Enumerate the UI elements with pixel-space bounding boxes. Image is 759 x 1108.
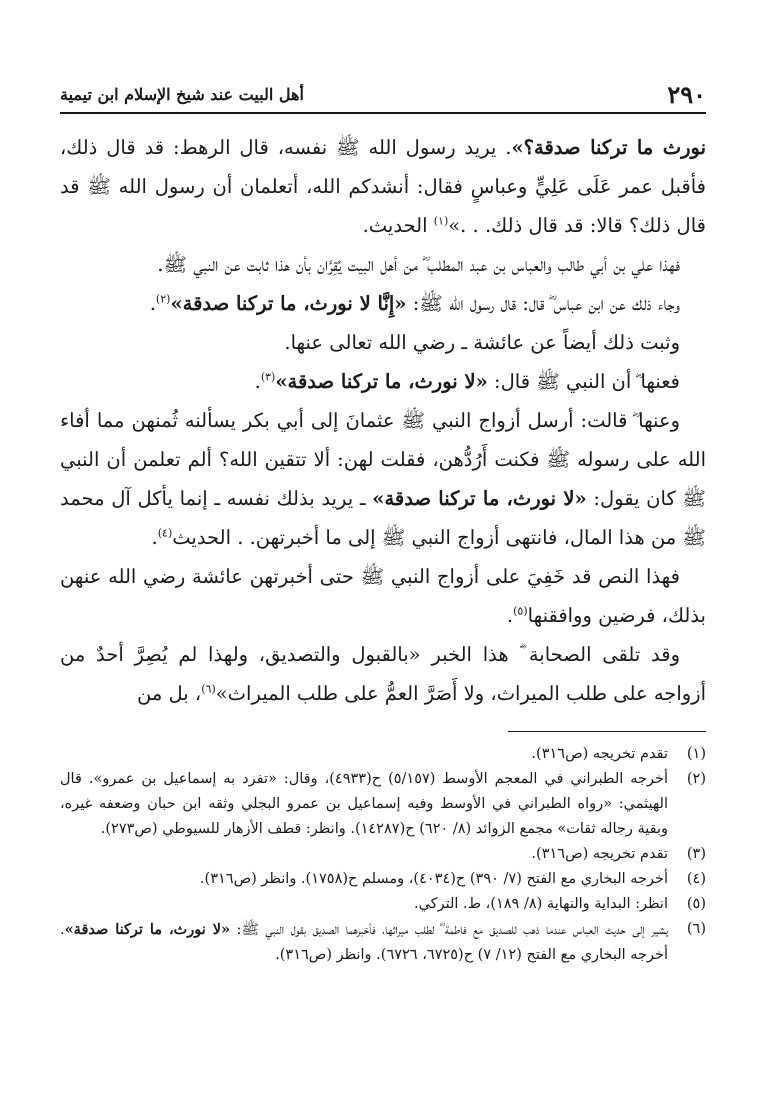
paragraph-text: ـ يريد بذلك نفسه ـ إنما يأكل آل محمد ﷺ من هذا المال، فانتهى أزواج النبي ﷺ إلى ما أخبرتهن. . الحديث xyxy=(60,487,706,549)
paragraph-text: . xyxy=(254,370,261,393)
footnote-text: أخرجه البخاري مع الفتح (٧/ ٣٩٠) ح(٤٠٣٤)، ومسلم ح(١٧٥٨). وانظر (ص٣١٦). xyxy=(199,871,668,887)
footnote-text: تقدم تخريجه (ص٣١٦). xyxy=(531,846,668,862)
footnote-text: انظر: البداية والنهاية (٨/ ١٨٩)، ط. التركي. xyxy=(413,896,668,912)
paragraph-text: . xyxy=(149,292,156,315)
paragraph-7 xyxy=(60,557,706,635)
footnote-number: (٢) xyxy=(686,771,706,787)
paragraph-6 xyxy=(60,401,706,557)
footnote-ref: (٦) xyxy=(201,682,216,696)
footnote-number: (٤) xyxy=(686,871,706,887)
paragraph-text: وعنها ؓ قالت: أرسل أزواج النبي ﷺ عثمانَ إلى أبي بكر يسألنه ثُمنهن مما أفاء الله على رسوله ﷺ فكنت أَرُدُّهن، فقلت لهن: ألا تتقين الله؟ ألم تعلمن أن النبي ﷺ كان يقول: xyxy=(60,409,706,510)
footnote-text-part: يشير إلى حديث العباس عندما ذهب للصديق مع فاطمة ؓ لطلب ميراثها، فأخبرهما الصديق بقول النبي ﷺ: xyxy=(230,922,668,938)
paragraph-1 xyxy=(60,128,706,245)
footnote-separator xyxy=(508,731,706,732)
quote-bold: «لا نورث، ما تركنا صدقة» xyxy=(372,487,587,510)
paragraph-text: . xyxy=(151,526,158,549)
paragraph-text: فعنها ؓ أن النبي ﷺ قال: xyxy=(487,370,680,393)
footnote xyxy=(60,767,706,842)
paragraph-5 xyxy=(60,362,706,401)
footnote-number: (٥) xyxy=(686,896,706,912)
footnote-ref: (٤) xyxy=(157,526,173,540)
footnote xyxy=(60,917,706,968)
footnote-ref: (٣) xyxy=(260,370,276,384)
running-title: أهل البيت عند شيخ الإسلام ابن تيمية xyxy=(60,84,304,104)
footnote xyxy=(60,742,706,767)
footnote-ref: (١) xyxy=(433,214,449,228)
quote-bold: «لا نورث، ما تركنا صدقة» xyxy=(64,921,231,938)
footnote-text: أخرجه الطبراني في المعجم الأوسط (٥/١٥٧) ح(٤٩٣٣)، وقال: «تفرد به إسماعيل بن عمرو». قال الهيثمي: «رواه الطبراني في الأوسط وفيه إسماعيل بن عمرو البجلي وثقه ابن حبان وضعفه غيره، وبقية رجاله ثقات» مجمع الزوائد (٨/ ٦٢٠) ح(١٤٢٨٧). وانظر: قطف الأزهار للسيوطي (ص٢٧٣). xyxy=(60,771,668,837)
paragraph-text: ، بل من xyxy=(137,682,202,705)
quote-bold: «إِنَّا لا نورث، ما تركنا صدقة» xyxy=(170,292,407,315)
paragraph-text: . xyxy=(506,604,514,627)
main-text xyxy=(60,128,706,713)
footnote-number: (٦) xyxy=(686,921,706,937)
paragraph-text: وجاء ذلك عن ابن عباس ؓ قال: قال رسول الله ﷺ: xyxy=(406,292,680,315)
paragraph-text: فهذا النص قد خَفِيَ على أزواج النبي ﷺ حتى أخبرتهن عائشة رضي الله عنهن بذلك، فرضين ووافقنها xyxy=(60,565,706,627)
footnote xyxy=(60,842,706,867)
page-number: ٢٩٠ xyxy=(667,79,706,109)
paragraph-3 xyxy=(60,284,706,323)
paragraph-4: وثبت ذلك أيضاً عن عائشة ـ رضي الله تعالى عنها. xyxy=(284,331,680,354)
page-header xyxy=(60,76,706,114)
footnote-ref: (٥) xyxy=(513,604,528,618)
footnote xyxy=(60,892,706,917)
paragraph-8 xyxy=(60,635,706,713)
paragraph-2: فهذا علي بن أبي طالب والعباس بن عبد المطلب ؓ من أهل البيت يُقِرَّان بأن هذا ثابت عن النبي ﷺ. xyxy=(157,253,680,276)
footnote-ref: (٢) xyxy=(155,292,171,306)
footnotes xyxy=(60,742,706,968)
paragraph-text: . يريد رسول الله ﷺ نفسه، قال الرهط: قد قال ذلك، فأقبل عمر عَلَى عَلِيٍّ وعباسٍ فقال: أنشدكم الله، أتعلمان أن رسول الله ﷺ قد قال ذلك؟ قالا: قد قال ذلك. . .» xyxy=(60,136,706,237)
footnote-text xyxy=(60,917,668,968)
footnote-text-part: . أخرجه البخاري مع الفتح (١٢/ ٧) ح(٦٧٢٥، ٦٧٢٦). وانظر (ص٣١٦). xyxy=(60,922,668,963)
book-page xyxy=(60,76,706,968)
footnote xyxy=(60,867,706,892)
quote-bold: «لا نورث، ما تركنا صدقة» xyxy=(275,370,488,393)
paragraph-text: الحديث. xyxy=(362,214,434,237)
footnote-number: (٣) xyxy=(686,846,706,862)
paragraph-text: وقد تلقى الصحابة ؓ هذا الخبر «بالقبول والتصديق، ولهذا لم يُصِرَّ أحدٌ من أزواجه على طلب الميراث، ولا أَصَرَّ العمُّ على طلب الميراث» xyxy=(60,643,706,705)
footnote-text: تقدم تخريجه (ص٣١٦). xyxy=(531,746,668,762)
quote-bold: نورث ما تركنا صدقة؟» xyxy=(511,136,706,159)
footnote-number: (١) xyxy=(686,746,706,762)
